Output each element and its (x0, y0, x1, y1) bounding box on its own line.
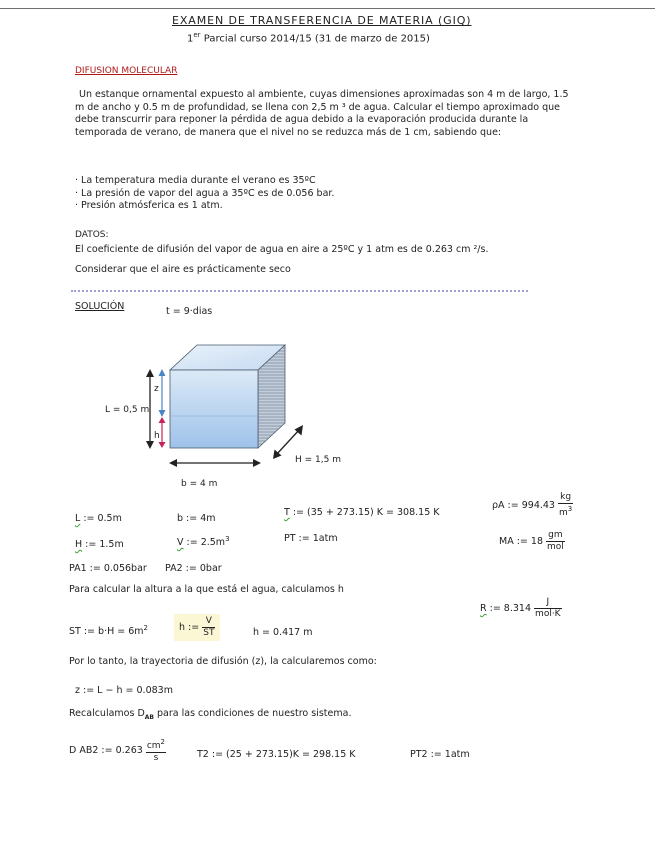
z-label: z (154, 384, 159, 394)
bullet-list (75, 175, 575, 213)
eq-R: R := 8.314 $\frac{J}{\text{mol·K}}$ (480, 597, 561, 619)
tank-diagram (100, 335, 320, 495)
b-label: b = 4 m (181, 479, 218, 489)
R-fraction: $\frac{J}{\text{mol·K}}$ (535, 597, 561, 619)
eq-MA: MA := 18 $\frac{gm}{\text{mol}}$ (499, 530, 564, 552)
eq-T2: T2 := (25 + 273.15)K = 298.15 K (197, 749, 356, 760)
eq-z: z := L − h = 0.083m (75, 685, 173, 696)
z-arrowhead-bottom (159, 410, 166, 417)
problem-statement: Un estanque ornamental expuesto al ambiente, cuyas dimensiones aproximadas son 4 m de largo, 1.5 m de ancho y 0.5 m de profundidad, se llena con 2,5 m ³ de agua. Calcular el tiempo aproximado que debe transcurrir para reponer la pérdida de agua debido a la evaporación producida durante la temporada de verano, de manera que el nivel no se reduzca más de 1 cm, sabiendo que: (75, 89, 569, 138)
exam-subtitle (187, 31, 430, 44)
datos-label: DATOS: (75, 230, 109, 240)
h-arrowhead-top (159, 417, 166, 423)
t-result: t = 9·dias (166, 306, 213, 317)
DAB2-fraction: $\frac{cm^2}{s}$ (146, 738, 166, 763)
subtitle-pre: 1 (187, 33, 194, 45)
note-line: Considerar que el aire es prácticamente seco (75, 264, 291, 275)
separator-dots (71, 290, 528, 292)
eq-PT: PT := 1atm (284, 533, 338, 544)
text-path: Por lo tanto, la trayectoria de difusión (z), la calcularemos como: (69, 656, 377, 667)
bullet-item: · Presión atmósferica es 1 atm. (75, 200, 223, 211)
H-label: H = 1,5 m (295, 455, 341, 465)
eq-H: H := 1.5m (75, 539, 124, 550)
section-title: DIFUSION MOLECULAR (75, 66, 178, 76)
eq-b: b := 4m (177, 513, 216, 524)
eq-PA2: PA2 := 0bar (165, 563, 222, 574)
datos-line: El coeficiente de difusión del vapor de agua en aire a 25ºC y 1 atm es de 0.263 cm ²/s. (75, 244, 489, 255)
z-arrowhead-top (159, 369, 166, 376)
solution-label: SOLUCIÓN (75, 301, 125, 312)
L-arrowhead-top (146, 369, 154, 377)
rho-fraction: $\frac{kg}{m^3}$ (559, 492, 573, 518)
text-recalc: Recalculamos $D_{AB}$ para las condiciones de nuestro sistema. (69, 708, 352, 721)
text-height: Para calcular la altura a la que está el agua, calculamos h (69, 584, 344, 595)
MA-fraction: $\frac{gm}{\text{mol}}$ (547, 530, 564, 552)
eq-h-value: h = 0.417 m (253, 627, 313, 638)
L-arrowhead-bottom (146, 441, 154, 449)
eq-rho: ρA := 994.43 $\frac{kg}{m^3}$ (492, 492, 573, 518)
h-fraction: $\frac{V}{ST}$ (203, 616, 215, 638)
eq-PA1: PA1 := 0.056bar (69, 563, 147, 574)
b-arrowhead-left (169, 459, 177, 467)
eq-ST: ST := $b\cdot H = 6m^2$ (69, 624, 148, 638)
subtitle-sup: er (193, 31, 201, 39)
eq-V: V := $2.5m^3$ (177, 535, 230, 549)
eq-h-def: h := $\frac{V}{ST}$ (174, 614, 220, 641)
exam-title: EXAMEN DE TRANSFERENCIA DE MATERIA (GIQ) (172, 14, 472, 27)
eq-L: L := 0.5m (75, 513, 122, 524)
h-arrowhead-bottom (159, 442, 166, 448)
eq-T: T := (35 + 273.15) K = 308.15 K (284, 507, 440, 518)
eq-PT2: PT2 := 1atm (410, 749, 470, 760)
subtitle-post: Parcial curso 2014/15 (31 de marzo de 2015) (200, 33, 430, 45)
bullet-item: · La temperatura media durante el verano es 35ºC (75, 175, 316, 186)
H-arrow (276, 429, 300, 455)
h-label: h (154, 431, 160, 441)
top-rule (0, 8, 655, 9)
L-label: L = 0,5 m (105, 405, 150, 415)
eq-DAB2: D AB2 := 0.263 $\frac{cm^2}{s}$ (69, 738, 166, 763)
b-arrowhead-right (253, 459, 261, 467)
tank-front (170, 370, 258, 448)
bullet-item: · La presión de vapor del agua a 35ºC es de 0.056 bar. (75, 187, 335, 199)
